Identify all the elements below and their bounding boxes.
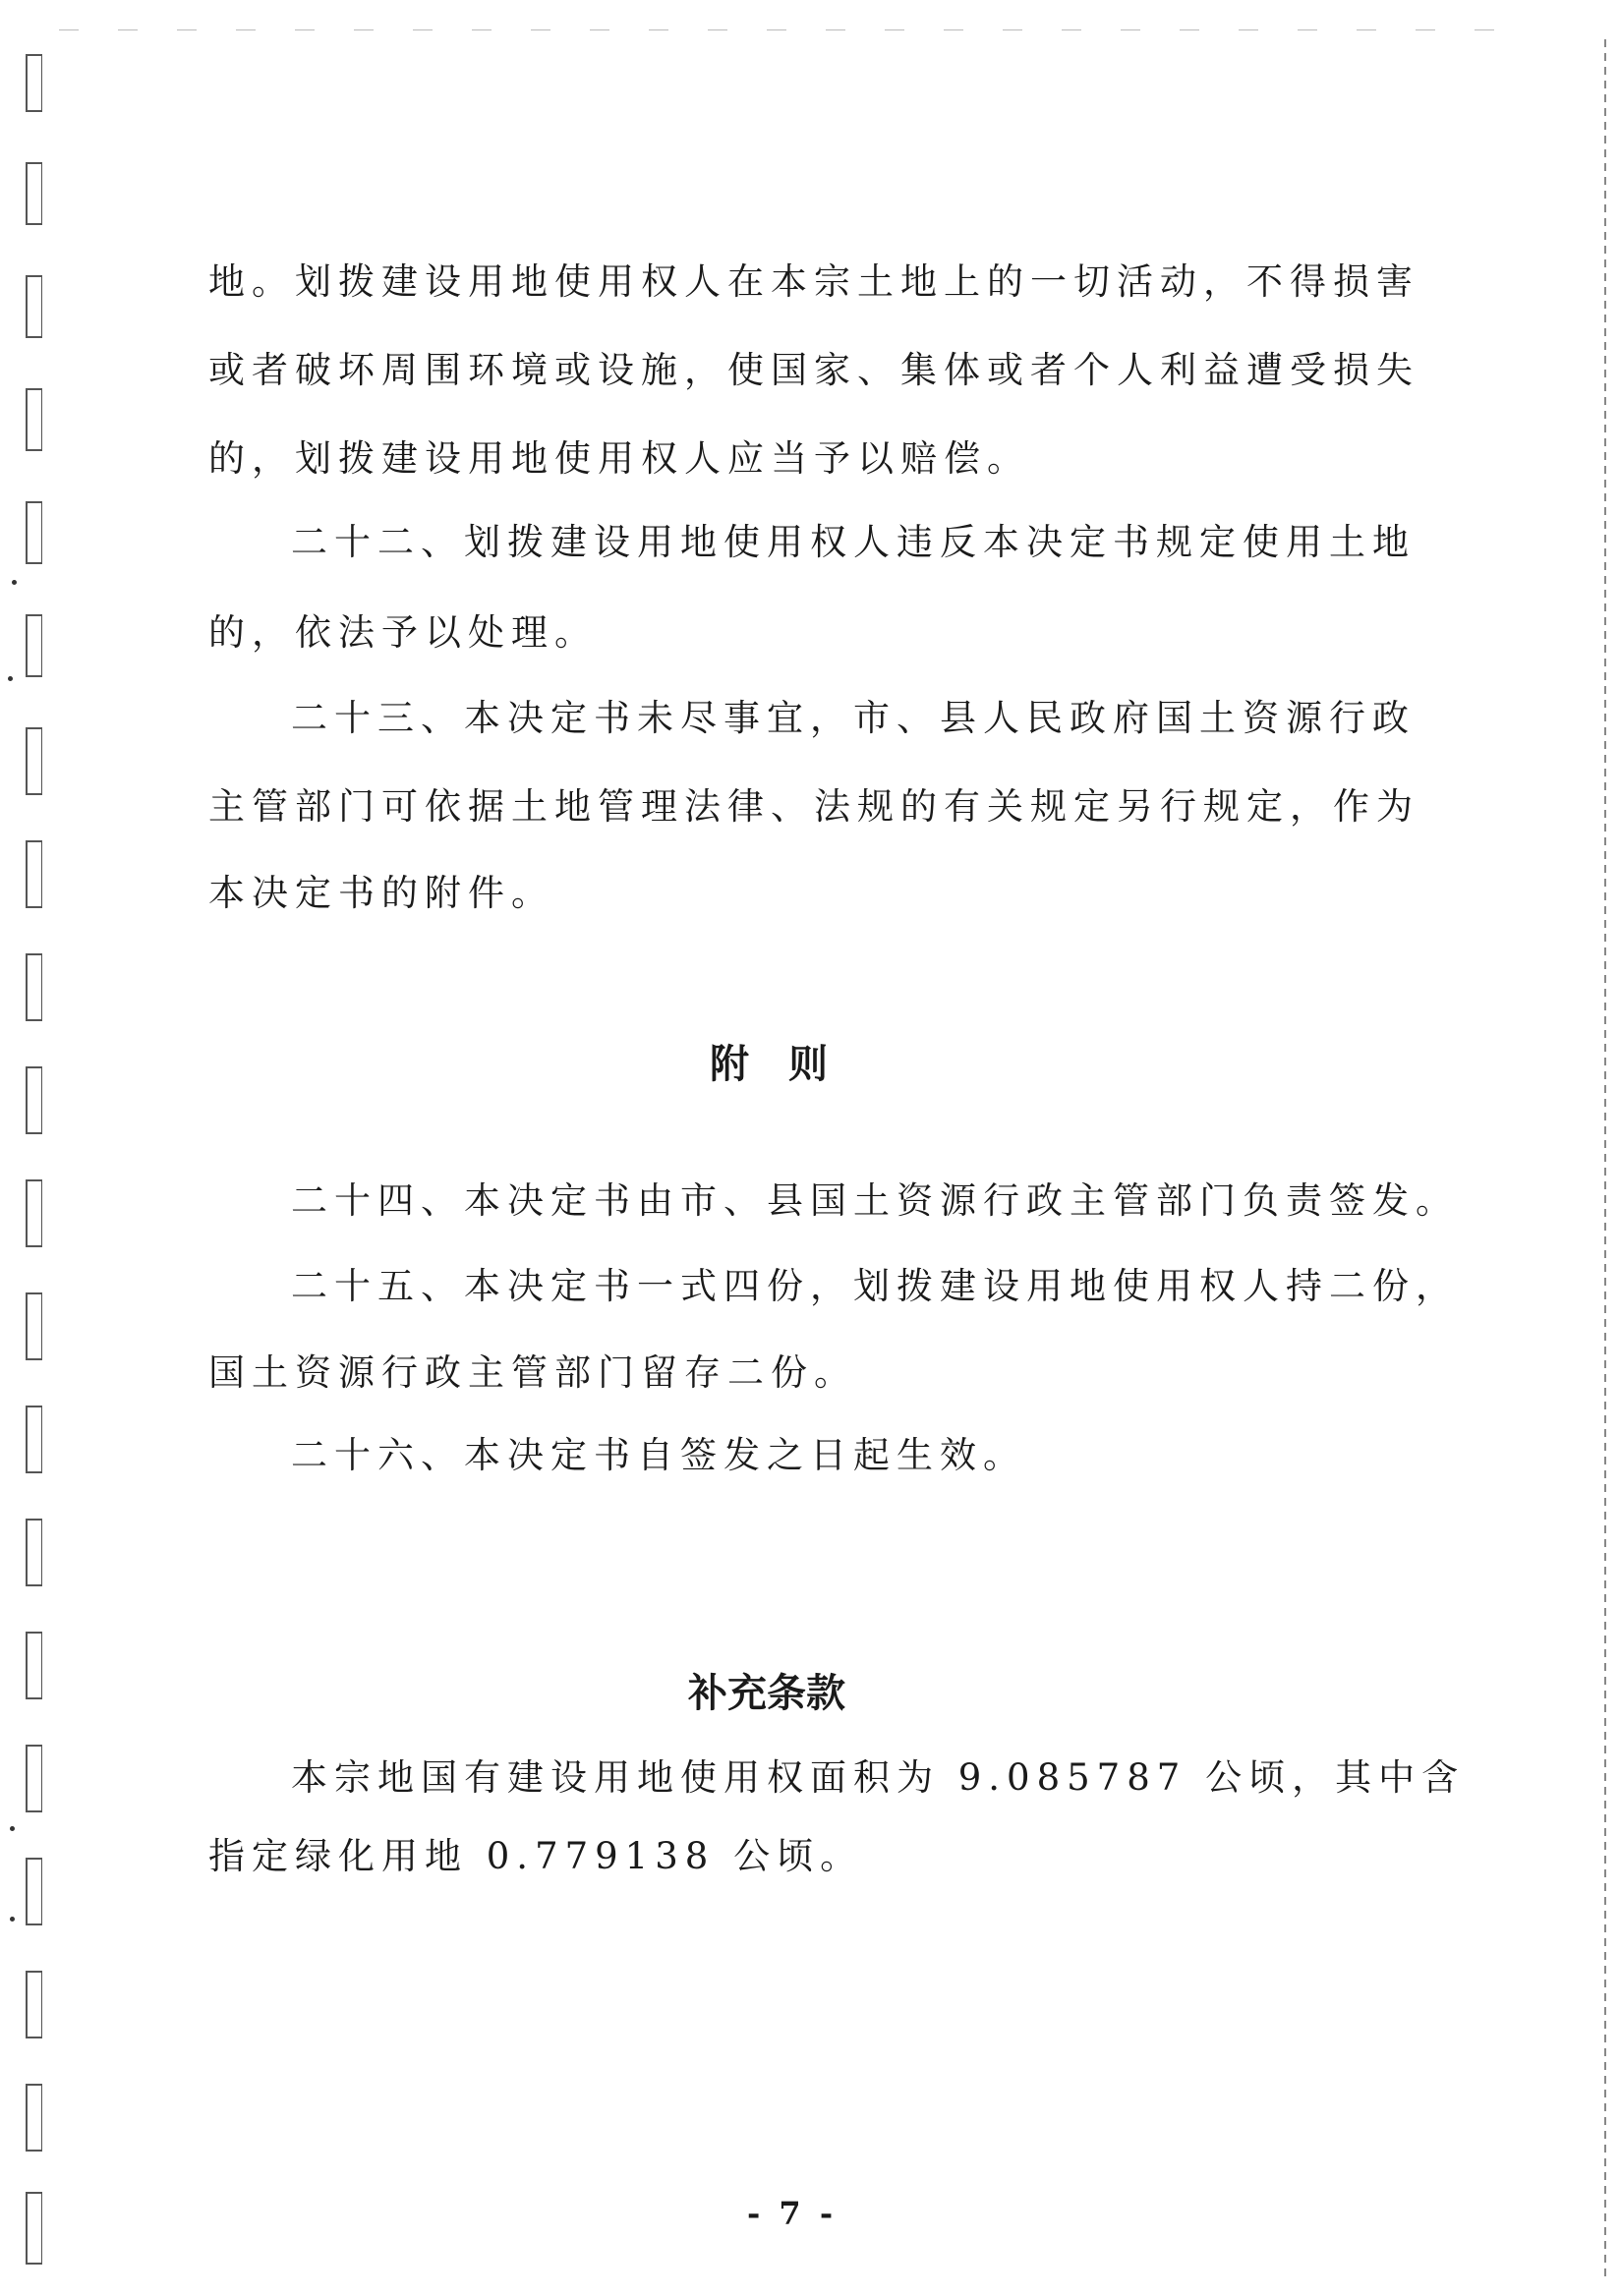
scan-speck: [12, 580, 17, 585]
body-line: 的，划拨建设用地使用权人应当予以赔偿。: [208, 437, 1030, 480]
clause-26: 二十六、本决定书自签发之日起生效。: [291, 1434, 1026, 1476]
scan-speck: [8, 676, 13, 681]
binding-mark: [26, 275, 42, 338]
binding-mark: [26, 501, 42, 564]
binding-mark: [26, 953, 42, 1021]
scan-right-edge: [1604, 39, 1606, 2280]
body-line: 或者破坏周围环境或设施，使国家、集体或者个人利益遭受损失: [208, 349, 1419, 391]
binding-mark: [26, 1406, 42, 1473]
binding-mark: [26, 1745, 42, 1812]
binding-mark: [26, 1179, 42, 1247]
body-line: 的，依法予以处理。: [208, 611, 598, 654]
body-line: 本决定书的附件。: [208, 872, 554, 914]
clause-22: 二十二、划拨建设用地使用权人违反本决定书规定使用土地: [291, 521, 1416, 563]
section-heading-supplementary: 附 则: [710, 1042, 828, 1087]
body-line: 国土资源行政主管部门留存二份。: [208, 1351, 857, 1394]
binding-mark: [26, 1858, 42, 1925]
binding-mark: [26, 1292, 42, 1360]
scan-speck: [10, 1826, 15, 1831]
binding-mark: [26, 1632, 42, 1699]
binding-mark: [26, 1066, 42, 1134]
body-line: 地。划拨建设用地使用权人在本宗土地上的一切活动，不得损害: [208, 260, 1419, 303]
binding-mark: [26, 162, 42, 225]
section-heading-additional: 补充条款: [688, 1671, 845, 1716]
additional-clause-line: 指定绿化用地 0.779138 公顷。: [208, 1835, 864, 1877]
page-number: - 7 -: [747, 2195, 838, 2232]
clause-23: 二十三、本决定书未尽事宜，市、县人民政府国土资源行政: [291, 697, 1416, 739]
scan-speck: [10, 1917, 15, 1922]
binding-mark: [26, 840, 42, 908]
binding-mark: [26, 388, 42, 451]
additional-clause-line: 本宗地国有建设用地使用权面积为 9.085787 公顷，其中含: [291, 1756, 1466, 1799]
clause-25: 二十五、本决定书一式四份，划拨建设用地使用权人持二份，: [291, 1265, 1459, 1307]
binding-mark: [26, 54, 42, 112]
clause-24: 二十四、本决定书由市、县国土资源行政主管部门负责签发。: [291, 1179, 1459, 1222]
binding-mark: [26, 614, 42, 677]
scan-top-edge: [59, 29, 1533, 30]
binding-mark: [26, 727, 42, 795]
binding-mark: [26, 1519, 42, 1586]
binding-mark: [26, 2192, 42, 2265]
binding-mark: [26, 2084, 42, 2152]
binding-mark: [26, 1971, 42, 2038]
body-line: 主管部门可依据土地管理法律、法规的有关规定另行规定，作为: [208, 785, 1419, 828]
